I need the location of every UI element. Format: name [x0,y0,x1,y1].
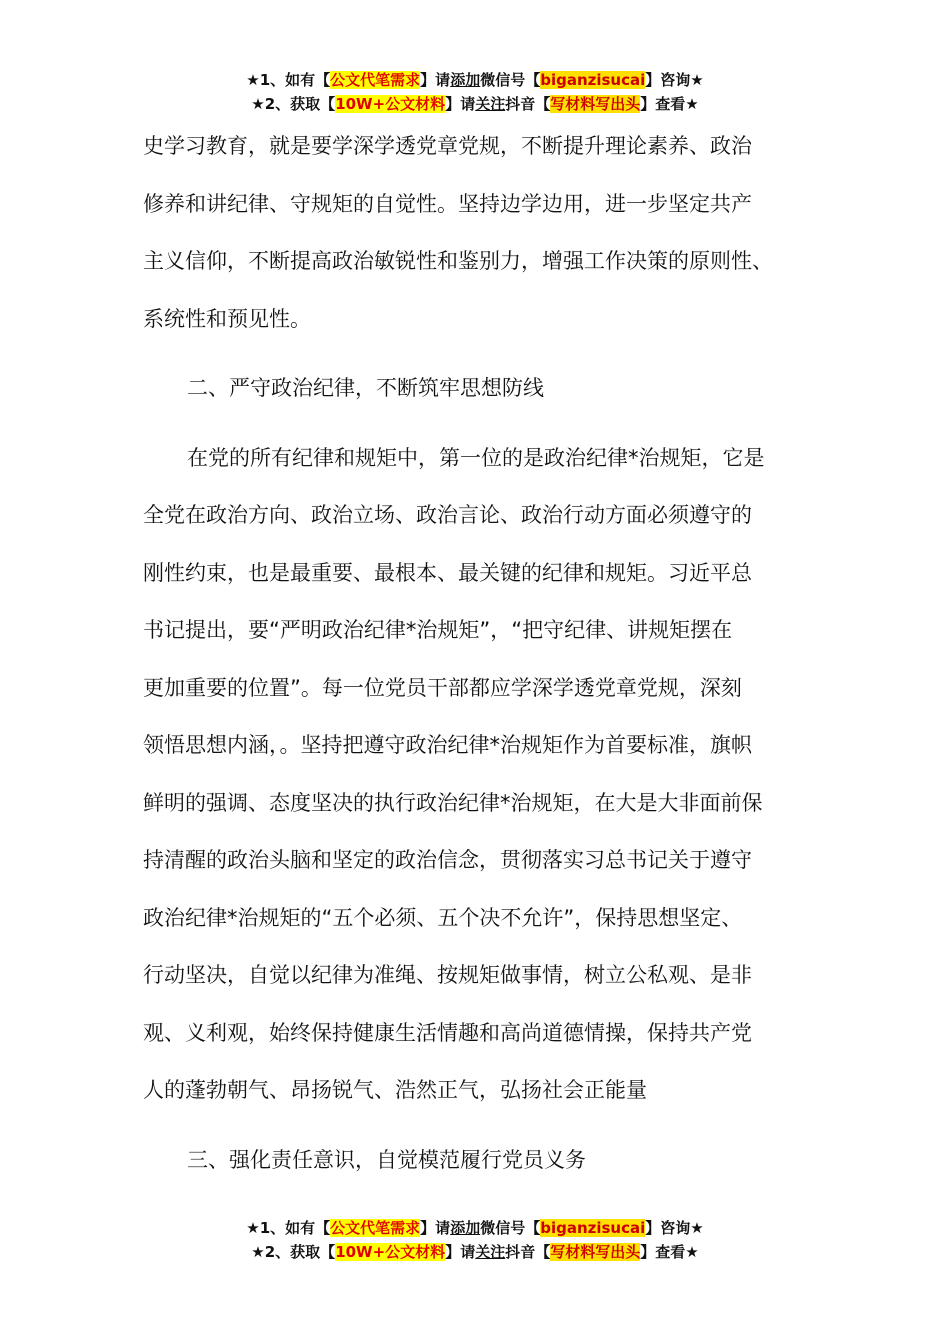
banner-underline: 添加 [450,1219,481,1237]
banner-underline: 关注 [475,1243,506,1261]
paragraph-line: 在党的所有纪律和规矩中，第一位的是政治纪律*治规矩，它是 [187,445,765,470]
banner-highlight: 公文代笔需求 [330,1219,421,1237]
document-body [143,118,811,1189]
paragraph-line: 书记提出，要“严明政治纪律*治规矩”，“把守纪律、讲规矩摆在 [143,618,733,642]
banner-line-1 [0,68,950,92]
banner-text: 】咨询★ [645,1219,704,1237]
banner-text: 微信号【 [480,71,541,89]
banner-text: 】查看★ [640,1243,699,1261]
banner-text: 】请 [420,1219,451,1237]
banner-text: 】咨询★ [645,71,704,89]
banner-highlight: 10W+公文材料 [335,95,446,113]
paragraph-line: 人的蓬勃朝气、昂扬锐气、浩然正气，弘扬社会正能量 [143,1078,647,1102]
banner-highlight: biganzisucai [540,1219,646,1237]
banner-text: ★2、获取【 [251,1243,336,1261]
banner-line-2 [0,1240,950,1264]
paragraph-line: 史学习教育，就是要学深学透党章党规，不断提升理论素养、政治 [143,134,752,158]
banner-highlight: 写材料写出头 [550,95,641,113]
banner-text: 微信号【 [480,1219,541,1237]
paragraph-line: 更加重要的位置”。每一位党员干部都应学深学透党章党规，深刻 [143,675,742,700]
paragraph-line: 持清醒的政治头脑和坚定的政治信念，贯彻落实习总书记关于遵守 [143,848,752,872]
banner-highlight: 10W+公文材料 [335,1243,446,1261]
paragraph-line: 刚性约束，也是最重要、最根本、最关键的纪律和规矩。习近平总 [143,560,752,585]
banner-highlight: 写材料写出头 [550,1243,641,1261]
footer-banner [0,1216,950,1264]
paragraph-line: 政治纪律*治规矩的“五个必须、五个决不允许”，保持思想坚定、 [143,905,743,930]
paragraph-line: 观、义利观，始终保持健康生活情趣和高尚道德情操，保持共产党 [143,1020,752,1045]
paragraph-line: 行动坚决，自觉以纪律为准绳、按规矩做事情，树立公私观、是非 [143,963,752,987]
banner-text: ★2、获取【 [251,95,336,113]
banner-highlight: 公文代笔需求 [330,71,421,89]
section-heading: 三、强化责任意识，自觉模范履行党员义务 [187,1147,586,1172]
paragraph-line: 修养和讲纪律、守规矩的自觉性。坚持边学边用，进一步坚定共产 [143,191,752,216]
banner-text: 】请 [445,1243,476,1261]
banner-text: 抖音【 [505,1243,551,1261]
banner-text: 抖音【 [505,95,551,113]
paragraph-line: 主义信仰，不断提高政治敏锐性和鉴别力，增强工作决策的原则性、 [143,249,773,273]
banner-underline: 添加 [450,71,481,89]
banner-line-2 [0,92,950,116]
section-heading: 二、严守政治纪律，不断筑牢思想防线 [187,376,544,400]
banner-highlight: biganzisucai [540,71,646,89]
paragraph-line: 全党在政治方向、政治立场、政治言论、政治行动方面必须遵守的 [143,503,752,527]
banner-text: 】查看★ [640,95,699,113]
paragraph-line: 系统性和预见性。 [143,306,311,331]
banner-line-1 [0,1216,950,1240]
header-banner [0,68,950,116]
paragraph-line: 鲜明的强调、态度坚决的执行政治纪律*治规矩，在大是大非面前保 [143,790,763,815]
banner-text: 】请 [445,95,476,113]
banner-underline: 关注 [475,95,506,113]
paragraph-line: 领悟思想内涵，。坚持把遵守政治纪律*治规矩作为首要标准，旗帜 [143,733,752,757]
banner-text: ★1、如有【 [246,71,331,89]
banner-text: ★1、如有【 [246,1219,331,1237]
banner-text: 】请 [420,71,451,89]
